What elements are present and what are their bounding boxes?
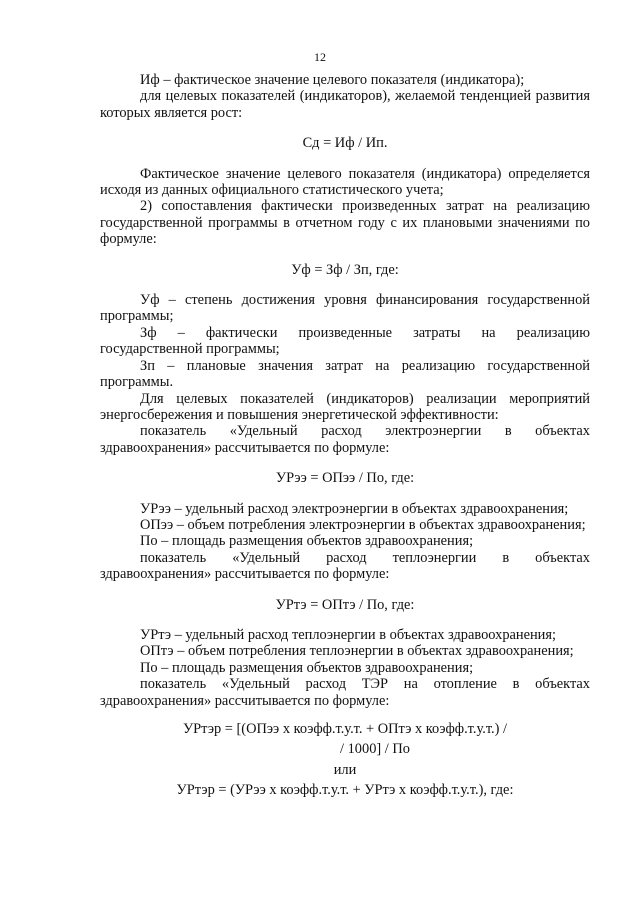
paragraph-if-def: Иф – фактическое значение целевого показателя (индикатора); bbox=[140, 72, 525, 88]
paragraph-ind-electric: показатель «Удельный расход электроэнергии в объектах здравоохранения» рассчитывается по формуле: bbox=[100, 423, 590, 456]
page-number: 12 bbox=[314, 50, 326, 64]
paragraph-zf-def: Зф – фактически произведенные затраты на реализацию государственной программы; bbox=[100, 324, 590, 358]
paragraph-energy-intro: Для целевых показателей (индикаторов) реализации мероприятий энергосбережения и повышения энергетической эффективности: bbox=[100, 390, 590, 423]
page-content bbox=[100, 72, 590, 803]
paragraph-ind-ter: показатель «Удельный расход ТЭР на отопление в объектах здравоохранения» рассчитывается по формуле: bbox=[100, 676, 590, 709]
paragraph-fact-value: Фактическое значение целевого показателя (индикатора) определяется исходя из данных официального статистического учета; bbox=[100, 165, 590, 199]
formula-uf: Уф = Зф / Зп, где: bbox=[291, 261, 399, 278]
formula-urter-line-3: УРтэр = (УРээ х коэфф.т.у.т. + УРтэ х коэфф.т.у.т.), где: bbox=[176, 782, 514, 799]
formula-sd: Сд = Иф / Ип. bbox=[302, 135, 388, 152]
formula-urter-line-1: УРтэр = [(ОПээ х коэфф.т.у.т. + ОПтэ х коэфф.т.у.т.) / bbox=[182, 721, 508, 737]
or-word: или bbox=[333, 761, 357, 778]
paragraph-opte-def: ОПтэ – объем потребления теплоэнергии в объектах здравоохранения; bbox=[140, 643, 574, 660]
paragraph-uf-def: Уф – степень достижения уровня финансирования государственной программы; bbox=[100, 292, 590, 325]
formula-uree: УРээ = ОПээ / По, где: bbox=[275, 470, 415, 487]
paragraph-compare-costs: 2) сопоставления фактически произведенных затрат на реализацию государственной программы в отчетном году с их плановыми значениями по формуле: bbox=[100, 198, 590, 248]
paragraph-urte-def: УРтэ – удельный расход теплоэнергии в объектах здравоохранения; bbox=[140, 626, 557, 643]
paragraph-growth-intro: для целевых показателей (индикаторов), желаемой тенденцией развития которых является рост: bbox=[100, 88, 590, 121]
paragraph-po-def-1: По – площадь размещения объектов здравоохранения; bbox=[140, 533, 474, 550]
paragraph-po-def-2: По – площадь размещения объектов здравоохранения; bbox=[140, 659, 474, 676]
paragraph-uree-def: УРээ – удельный расход электроэнергии в объектах здравоохранения; bbox=[140, 500, 569, 517]
formula-urter-line-2: / 1000] / По bbox=[340, 741, 410, 758]
formula-urte: УРтэ = ОПтэ / По, где: bbox=[275, 596, 415, 613]
paragraph-ind-heat: показатель «Удельный расход теплоэнергии в объектах здравоохранения» рассчитывается по формуле: bbox=[100, 549, 590, 583]
paragraph-zp-def: Зп – плановые значения затрат на реализацию государственной программы. bbox=[100, 357, 590, 391]
paragraph-opee-def: ОПээ – объем потребления электроэнергии в объектах здравоохранения; bbox=[140, 516, 586, 533]
